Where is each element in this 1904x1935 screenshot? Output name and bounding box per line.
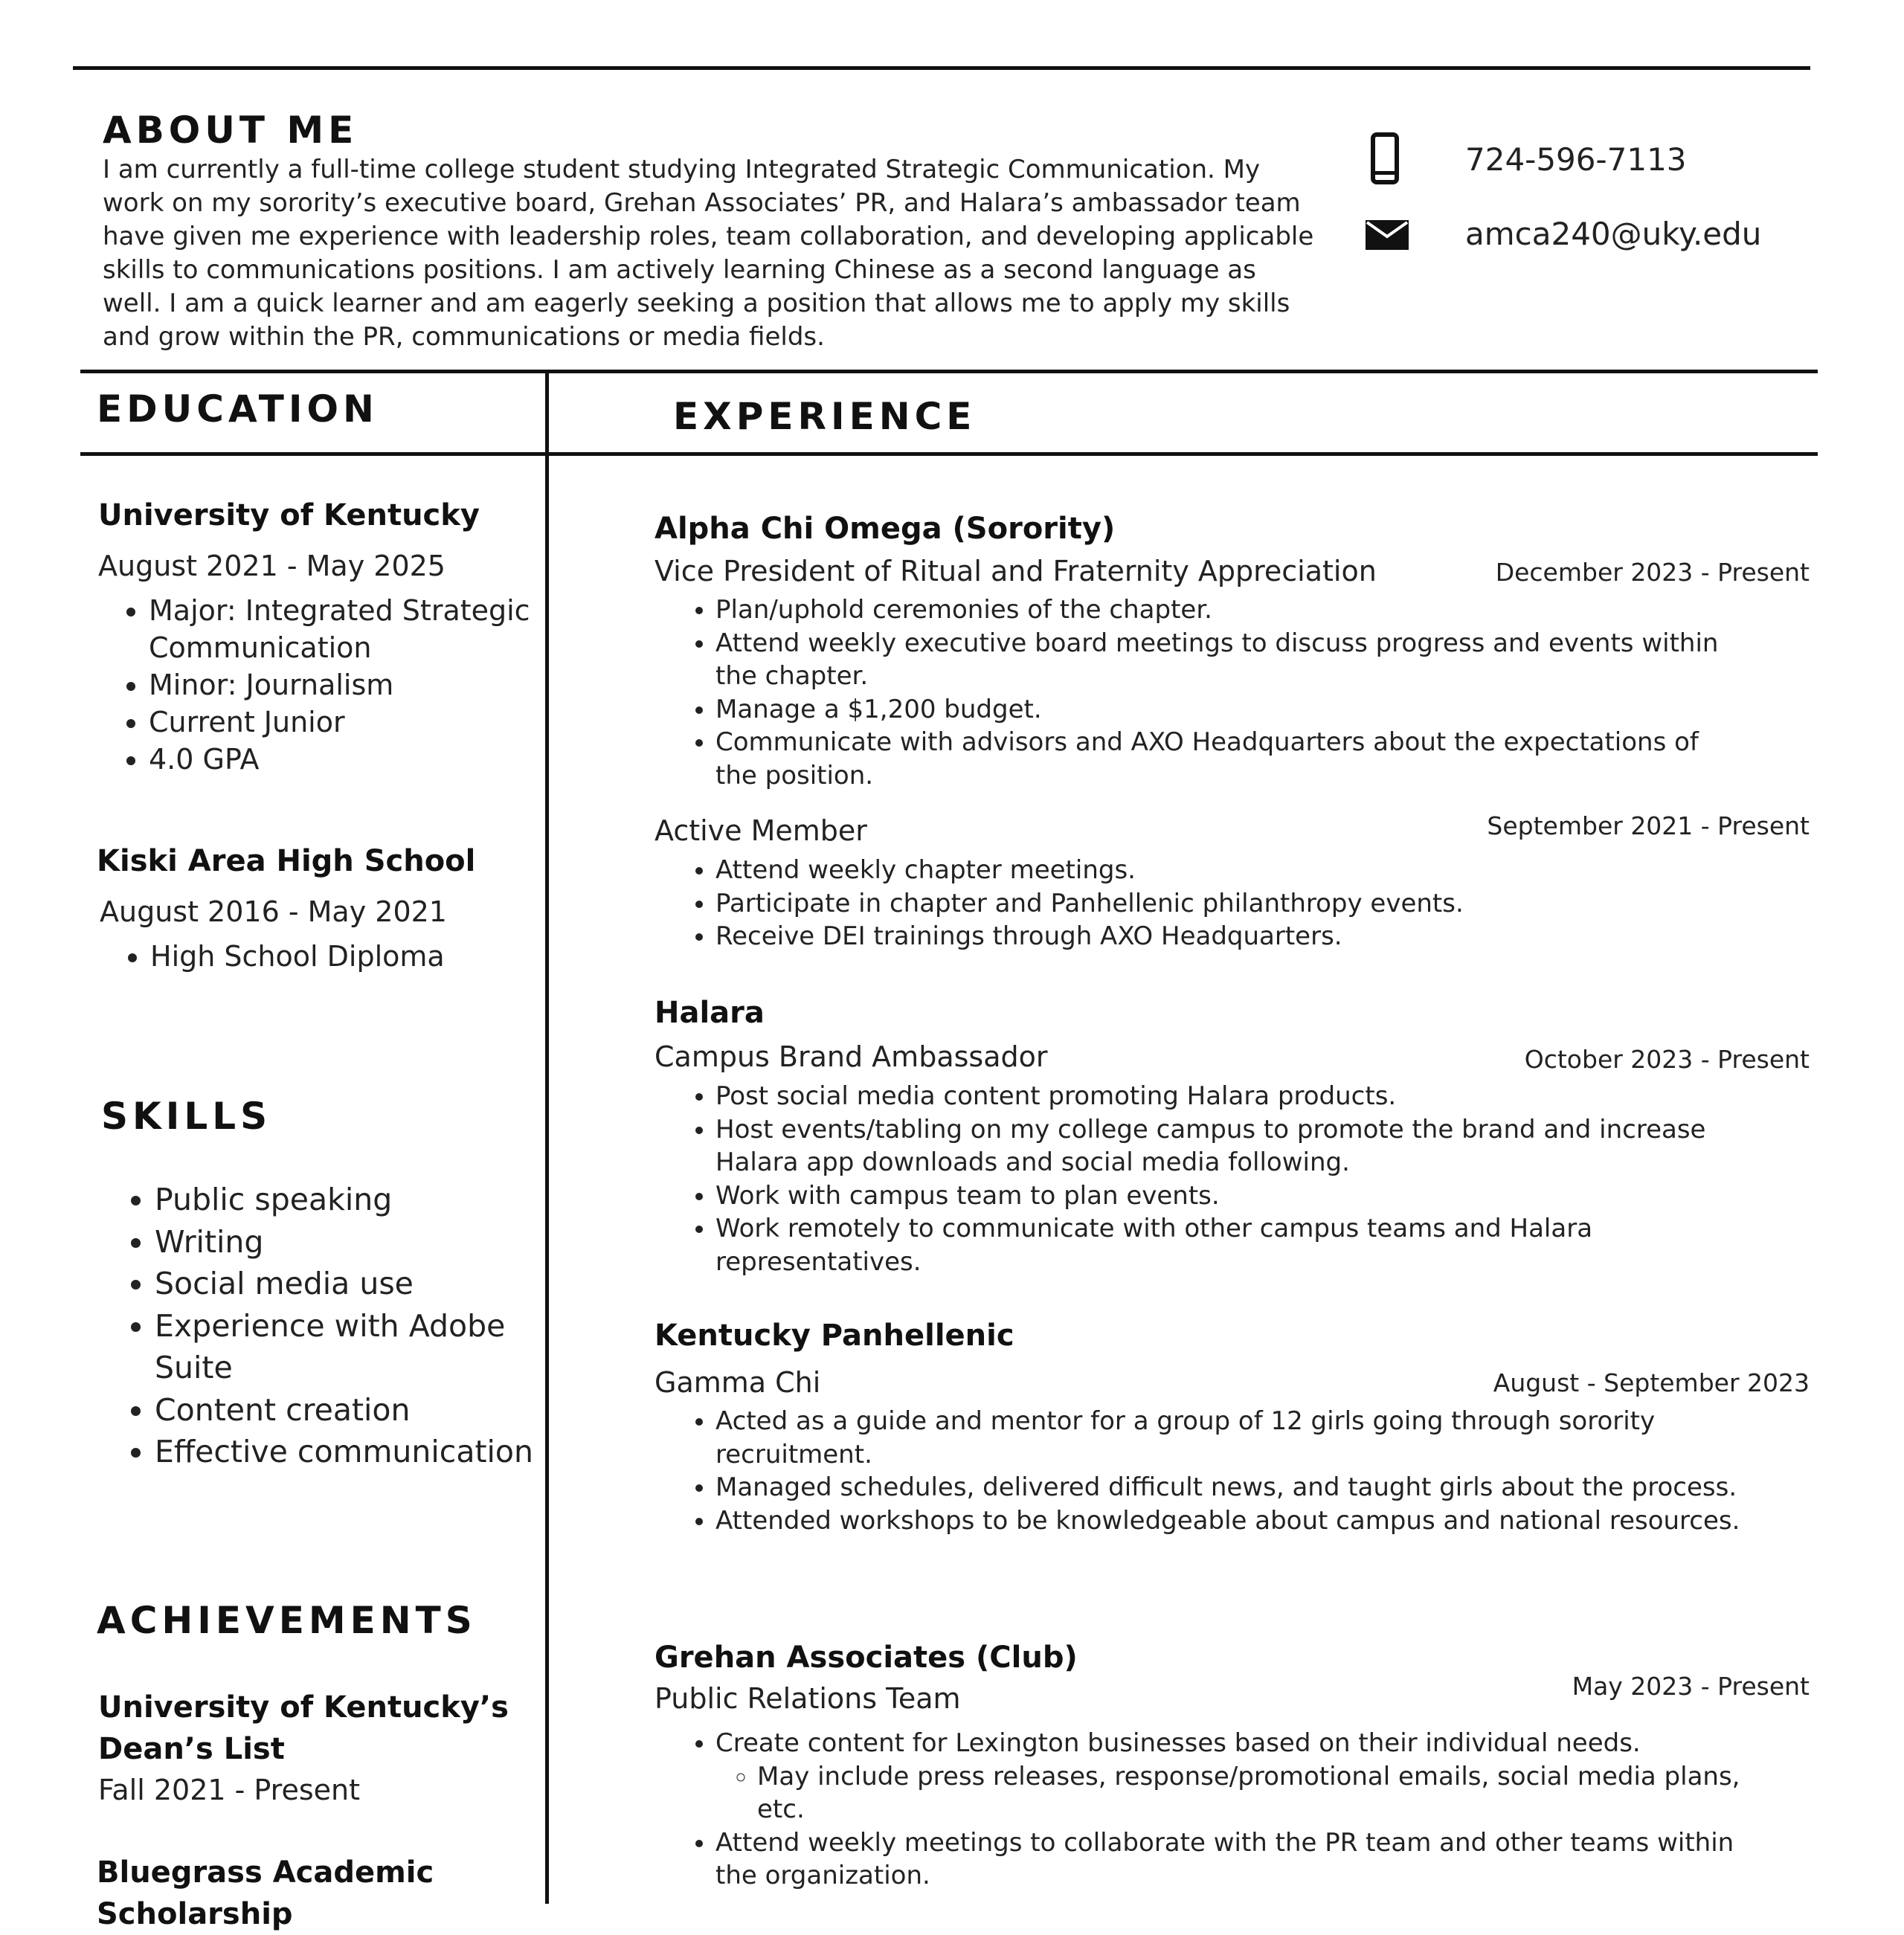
experience-bullets: [654, 593, 1742, 793]
list-item: • Work remotely to communicate with other campus teams and Halara representatives.: [715, 1212, 1742, 1278]
achievement-dates: Fall 2021 - Present: [98, 1774, 361, 1806]
experience-role: Campus Brand Ambassador: [654, 1040, 1048, 1073]
experience-role: Active Member: [654, 814, 867, 847]
achievement-title: University of Kentucky’s Dean’s List: [98, 1690, 509, 1766]
experience-dates: May 2023 - Present: [1572, 1672, 1810, 1701]
list-item: • Content creation: [155, 1389, 571, 1432]
experience-dates: December 2023 - Present: [1495, 558, 1810, 587]
skills-heading: SKILLS: [101, 1095, 272, 1138]
education-heading: EDUCATION: [97, 387, 379, 431]
achievements-heading: ACHIEVEMENTS: [97, 1599, 477, 1642]
school-name: Kiski Area High School: [97, 844, 476, 878]
list-item: • Manage a $1,200 budget.: [715, 693, 1742, 727]
list-item: • Create content for Lexington businesses based on their individual needs.: [715, 1727, 1742, 1760]
list-item: • Attend weekly chapter meetings.: [715, 854, 1742, 887]
school-details: [98, 592, 544, 778]
experience-org: Grehan Associates (Club): [654, 1641, 1078, 1675]
school-dates: August 2021 - May 2025: [98, 550, 446, 582]
email-address[interactable]: amca240@uky.edu: [1465, 216, 1762, 252]
school-dates: August 2016 - May 2021: [100, 895, 447, 928]
experience-dates: August - September 2023: [1493, 1368, 1810, 1397]
list-item: • Writing: [155, 1221, 571, 1263]
about-divider: [80, 370, 1818, 373]
list-item: • Managed schedules, delivered difficult news, and taught girls about the process.: [715, 1471, 1742, 1504]
achievement-title: Bluegrass Academic Scholarship: [97, 1855, 434, 1931]
list-item: • Attend weekly executive board meetings to discuss progress and events within the chapter.: [715, 627, 1742, 693]
skills-list: [104, 1179, 571, 1473]
list-item: • Receive DEI trainings through AXO Headquarters.: [715, 920, 1742, 953]
list-item: • Attended workshops to be knowledgeable about campus and national resources.: [715, 1504, 1742, 1538]
list-item: • Communicate with advisors and AXO Headquarters about the expectations of the position.: [715, 726, 1742, 792]
experience-heading: EXPERIENCE: [673, 395, 977, 438]
list-item: • Minor: Journalism: [149, 666, 544, 704]
top-divider: [73, 66, 1810, 70]
list-item: • Host events/tabling on my college campus to promote the brand and increase Halara app downloads and social media following.: [715, 1113, 1742, 1179]
phone-icon: [1371, 132, 1399, 184]
about-heading: ABOUT ME: [103, 109, 358, 152]
phone-number[interactable]: 724-596-7113: [1465, 141, 1687, 178]
list-item: • Post social media content promoting Halara products.: [715, 1080, 1742, 1113]
mail-icon: [1366, 220, 1409, 250]
experience-org: Alpha Chi Omega (Sorority): [654, 512, 1116, 546]
list-item: • Participate in chapter and Panhellenic philanthropy events.: [715, 887, 1742, 921]
list-item: • Experience with Adobe Suite: [155, 1305, 571, 1389]
school-name: University of Kentucky: [98, 498, 480, 532]
experience-org: Halara: [654, 996, 765, 1030]
achievement-item: [97, 1852, 543, 1935]
experience-role: Vice President of Ritual and Fraternity Appreciation: [654, 555, 1377, 587]
column-divider: [545, 372, 549, 1904]
list-item: ◦ May include press releases, response/promotional emails, social media plans, etc.: [757, 1760, 1742, 1826]
experience-bullets: [654, 1727, 1742, 1893]
sub-bullets: [715, 1760, 1742, 1826]
list-item: • Current Junior: [149, 704, 544, 741]
list-item: • High School Diploma: [150, 938, 543, 975]
list-item: • Social media use: [155, 1263, 571, 1305]
experience-org: Kentucky Panhellenic: [654, 1319, 1014, 1353]
school-details: [97, 938, 543, 975]
experience-bullets: [654, 1405, 1742, 1537]
education-entry-uk: [98, 497, 544, 778]
experience-dates: September 2021 - Present: [1487, 811, 1810, 840]
experience-role: Public Relations Team: [654, 1682, 961, 1715]
list-item: • Work with campus team to plan events.: [715, 1179, 1742, 1213]
experience-role: Gamma Chi: [654, 1366, 821, 1399]
experience-dates: October 2023 - Present: [1524, 1045, 1810, 1074]
list-item: • Public speaking: [155, 1179, 571, 1221]
section-header-divider: [80, 452, 1818, 456]
education-entry-kiski: [97, 843, 543, 975]
achievement-item: [98, 1687, 544, 1809]
experience-bullets: [654, 1080, 1742, 1279]
about-text: I am currently a full-time college student studying Integrated Strategic Communication. My work on my sorority’s executive board, Grehan Associates’ PR, and Halara’s ambassador team have given me experience with leadership roles, team collaboration, and developing applicable skills to communications positions. I am actively learning Chinese as a second language as well. I am a quick learner and am eagerly seeking a position that allows me to apply my skills and grow within the PR, communications or media fields.: [103, 155, 1314, 352]
list-item: • Acted as a guide and mentor for a group of 12 girls going through sorority recruitment.: [715, 1405, 1742, 1471]
list-item: • Plan/uphold ceremonies of the chapter.: [715, 593, 1742, 627]
experience-bullets: [654, 854, 1742, 953]
list-item: • 4.0 GPA: [149, 741, 544, 778]
list-item: • Major: Integrated Strategic Communication: [149, 592, 544, 666]
list-item: • Effective communication: [155, 1431, 571, 1473]
list-item: • Attend weekly meetings to collaborate with the PR team and other teams within the organization.: [715, 1826, 1742, 1893]
